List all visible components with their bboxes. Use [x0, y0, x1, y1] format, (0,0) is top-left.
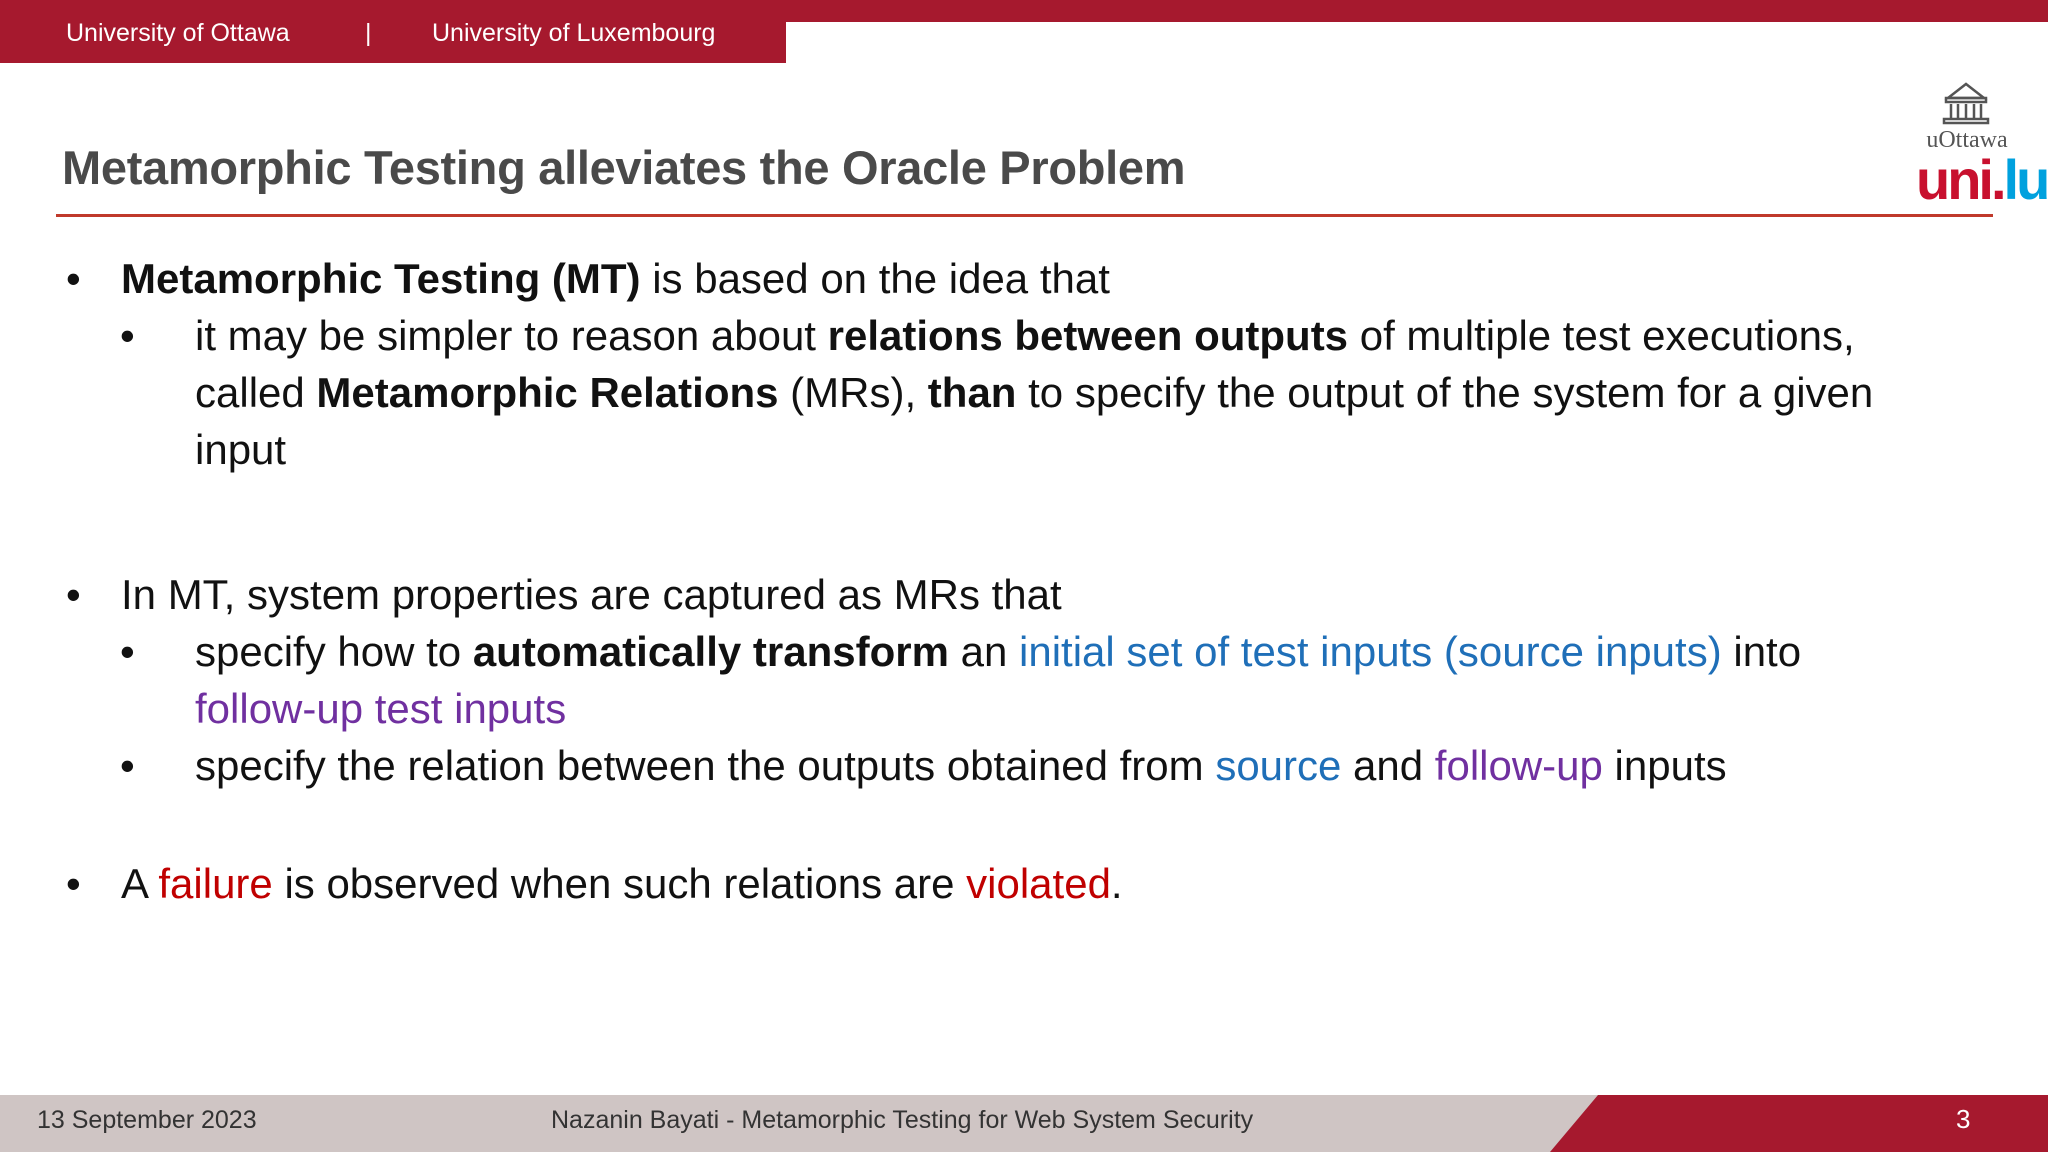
text-segment: inputs: [1602, 742, 1727, 789]
unilu-logo-dot: .: [1990, 148, 2004, 211]
text-segment: it may be simpler to reason about: [195, 312, 828, 359]
bullet-1-1-line-1: [195, 307, 1855, 364]
bullet-dot: •: [66, 860, 81, 907]
page-number: 3: [1956, 1104, 1971, 1134]
text-segment: A: [121, 860, 159, 907]
bullet-dot: •: [120, 312, 135, 359]
term-metamorphic-testing: Metamorphic Testing (MT): [121, 255, 641, 302]
bullet-dot: •: [120, 742, 135, 789]
term-violated: violated: [966, 860, 1111, 907]
text-segment: is observed when such relations are: [272, 860, 967, 907]
text-segment: (MRs),: [778, 369, 928, 416]
header-university-luxembourg: University of Luxembourg: [432, 19, 716, 47]
uottawa-logo-text: uOttawa: [1926, 127, 2008, 153]
header-separator: |: [365, 19, 372, 47]
bullet-dot: •: [120, 628, 135, 675]
bullet-dot: •: [66, 255, 81, 302]
header-university-ottawa: University of Ottawa: [66, 19, 290, 47]
text-segment: called: [195, 369, 317, 416]
term-automatically-transform: automatically transform: [472, 628, 949, 675]
footer-presentation-title: Nazanin Bayati - Metamorphic Testing for Web System Security: [551, 1106, 1254, 1134]
bullet-3-text: [121, 855, 1123, 912]
unilu-logo-lu: lu: [2003, 148, 2048, 211]
text-segment: of multiple test executions,: [1348, 312, 1855, 359]
term-source: source: [1215, 742, 1342, 789]
bullet-1-1-line-3: input: [195, 426, 287, 473]
text-segment: specify how to: [195, 628, 473, 675]
bullet-1-rest: is based on the idea that: [640, 255, 1110, 302]
text-segment: into: [1721, 628, 1802, 675]
bullet-dot: •: [66, 571, 81, 618]
text-segment: to specify the output of the system for a given: [1016, 369, 1874, 416]
term-failure: failure: [158, 860, 273, 907]
footer-date: 13 September 2023: [37, 1106, 257, 1134]
text-segment: an: [948, 628, 1020, 675]
term-metamorphic-relations: Metamorphic Relations: [316, 369, 779, 416]
bullet-2-text: In MT, system properties are captured as MRs that: [121, 571, 1062, 618]
unilu-logo-uni: uni: [1916, 148, 1991, 211]
term-source-inputs: initial set of test inputs (source inputs): [1019, 628, 1722, 675]
text-segment: .: [1110, 860, 1123, 907]
bullet-2-2-text: [195, 737, 1727, 794]
bullet-1-text: [121, 250, 1110, 307]
slide-title: Metamorphic Testing alleviates the Oracle Problem: [62, 141, 1186, 194]
term-relations-between-outputs: relations between outputs: [827, 312, 1349, 359]
text-segment: and: [1341, 742, 1435, 789]
bullet-2-1-line-1: [195, 623, 1801, 680]
bullet-1-1-line-2: [195, 364, 1873, 421]
term-follow-up-test-inputs: follow-up test inputs: [195, 685, 567, 732]
term-than: than: [927, 369, 1017, 416]
text-segment: specify the relation between the outputs obtained from: [195, 742, 1216, 789]
footer-accent: [1550, 1095, 2048, 1152]
term-follow-up: follow-up: [1434, 742, 1603, 789]
